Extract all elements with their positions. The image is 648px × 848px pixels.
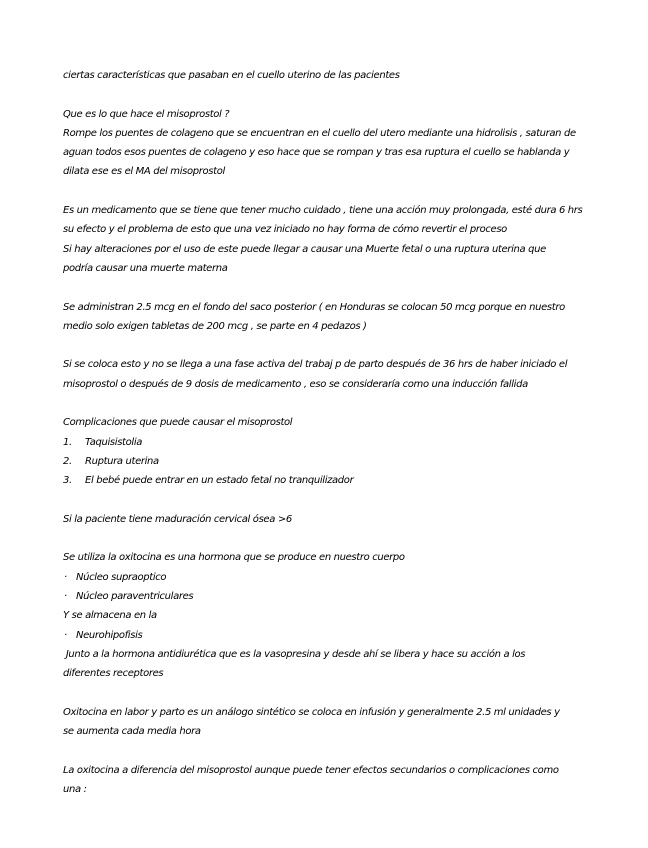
list-number: 1. (63, 436, 72, 448)
text-line: misoprostol o después de 9 dosis de medicamento , eso se consideraría como una inducción fallida (63, 378, 528, 390)
bullet-icon: · (64, 571, 67, 583)
paragraph-oxytocin-labor (63, 703, 588, 742)
list-item (63, 433, 588, 452)
text-line: Y se almacena en la (63, 610, 157, 622)
bullet-icon: · (64, 591, 67, 603)
list-item (63, 568, 588, 587)
list-item (63, 626, 588, 645)
text-line: Rompe los puentes de colageno que se encuentran en el cuello del utero mediante una hidrolisis , saturan de (63, 127, 576, 139)
paragraph-caution (63, 201, 588, 278)
list-item-text: Núcleo paraventriculares (76, 591, 194, 603)
list-item (63, 471, 588, 490)
list-item-text: Taquisistolia (85, 436, 143, 448)
text-line: una : (63, 783, 87, 795)
text-line: aguan todos esos puentes de colageno y eso hace que se rompan y tras esa ruptura el cuello se hablanda y (63, 147, 570, 159)
list-item (63, 452, 588, 471)
text-line: Junto a la hormona antidiurética que es la vasopresina y desde ahí se libera y hace su acción a los (63, 648, 526, 660)
paragraph-misoprostol-question (63, 105, 588, 182)
paragraph-cervical-maturation (63, 510, 588, 529)
text-line: La oxitocina a diferencia del misoprostol aunque puede tener efectos secundarios o complicaciones como (63, 764, 559, 776)
text-line: Se administran 2.5 mcg en el fondo del saco posterior ( en Honduras se colocan 50 mcg porque en nuestro (63, 301, 565, 313)
list-number: 2. (63, 455, 72, 467)
text-line: dilata ese es el MA del misoprostol (63, 166, 225, 178)
oxytocin-heading: Se utiliza la oxitocina es una hormona que se produce en nuestro cuerpo (63, 552, 405, 564)
text-line: su efecto y el problema de esto que una vez iniciado no hay forma de cómo revertir el proceso (63, 224, 507, 236)
text-line: Si la paciente tiene maduración cervical ósea >6 (63, 513, 292, 525)
list-item-text: Ruptura uterina (85, 455, 159, 467)
text-line: diferentes receptores (63, 668, 164, 680)
paragraph-oxytocin-comparison (63, 761, 588, 800)
list-item-text: El bebé puede entrar en un estado fetal no tranquilizador (85, 475, 354, 487)
complications-list (63, 433, 588, 491)
complications-heading: Complicaciones que puede causar el misoprostol (63, 417, 293, 429)
text-line: ciertas características que pasaban en el cuello uterino de las pacientes (63, 70, 400, 81)
list-item-text: Núcleo supraoptico (76, 571, 167, 583)
text-line: Oxitocina en labor y parto es un análogo sintético se coloca en infusión y generalmente 2.5 ml unidades y (63, 706, 560, 718)
section-oxytocin (63, 548, 588, 683)
storage-list (63, 626, 588, 645)
paragraph-dosage (63, 298, 588, 337)
paragraph-failed-induction (63, 355, 588, 394)
text-line: medio solo exigen tabletas de 200 mcg , se parte en 4 pedazos ) (63, 320, 367, 332)
nuclei-list (63, 568, 588, 607)
bullet-icon: · (64, 629, 67, 641)
paragraph-intro (63, 66, 588, 85)
text-line: Si se coloca esto y no se llega a una fase activa del trabaj p de parto después de 36 hrs de haber iniciado el (63, 359, 568, 371)
list-item-text: Neurohipofisis (76, 629, 143, 641)
text-line: podría causar una muerte materna (63, 262, 228, 274)
text-line: Es un medicamento que se tiene que tener mucho cuidado , tiene una acción muy prolongada, esté dura 6 hrs (63, 205, 583, 217)
section-complications (63, 413, 588, 490)
question-heading: Que es lo que hace el misoprostol ? (63, 108, 230, 120)
list-number: 3. (63, 475, 72, 487)
text-line: Si hay alteraciones por el uso de este puede llegar a causar una Muerte fetal o una ruptura uterina que (63, 243, 546, 255)
list-item (63, 587, 588, 606)
text-line: se aumenta cada media hora (63, 726, 201, 738)
